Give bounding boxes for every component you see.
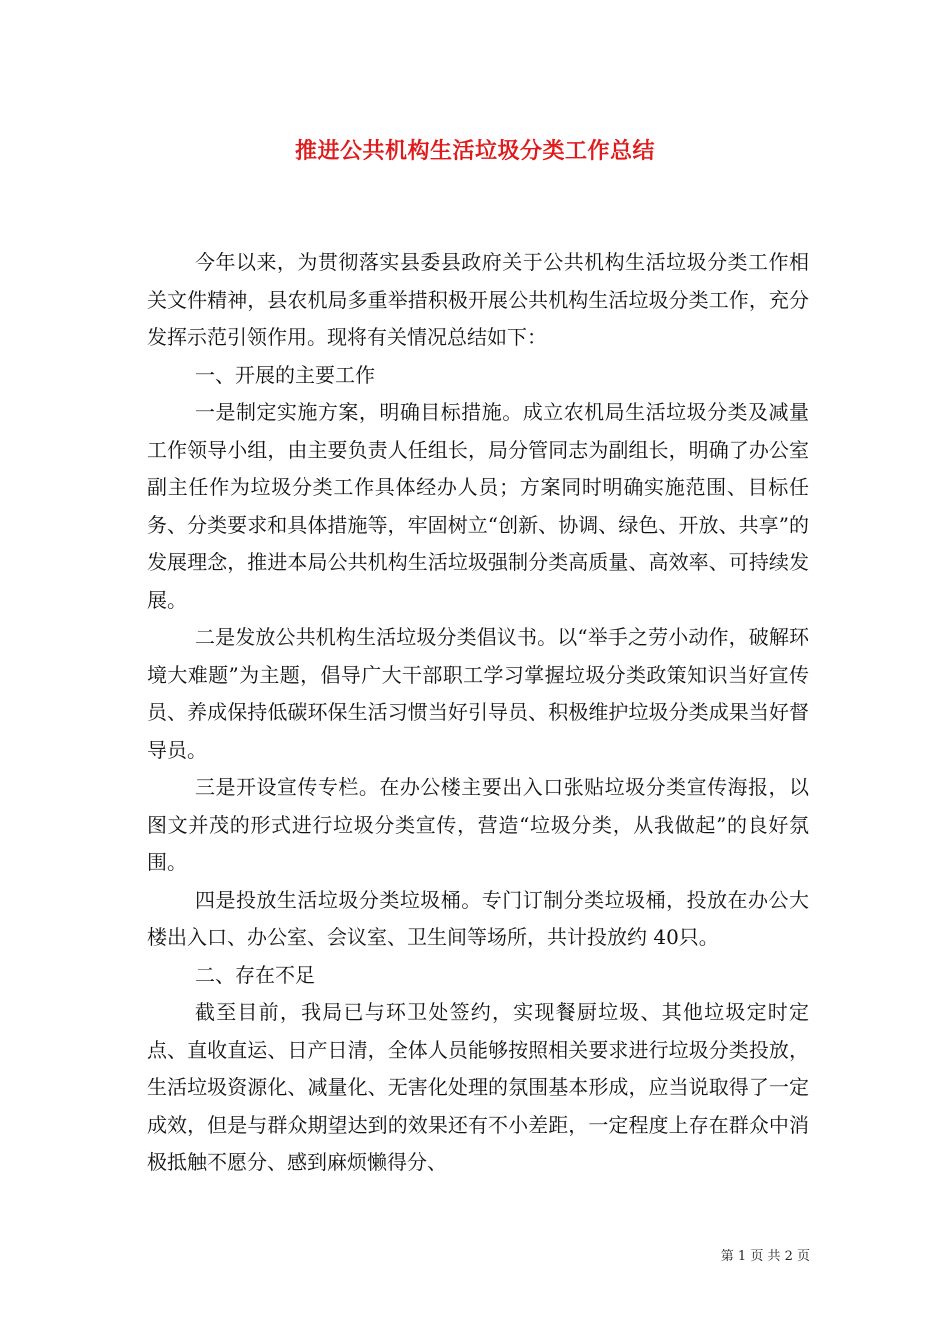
paragraph-item-4: 四是投放生活垃圾分类垃圾桶。专门订制分类垃圾桶，投放在办公大楼出入口、办公室、会议室、卫生间等场所，共计投放约 40只。: [147, 887, 809, 949]
paragraph-item-3: 三是开设宣传专栏。在办公楼主要出入口张贴垃圾分类宣传海报，以图文并茂的形式进行垃圾分类宣传，营造“垃圾分类，从我做起”的良好氛围。: [147, 775, 809, 874]
paragraph-shortcomings: 截至目前，我局已与环卫处签约，实现餐厨垃圾、其他垃圾定时定点、直收直运、日产日清，全体人员能够按照相关要求进行垃圾分类投放，生活垃圾资源化、减量化、无害化处理的氛围基本形成，应当说取得了一定成效，但是与群众期望达到的效果还有不小差距，一定程度上存在群众中消极抵触不愿分、感到麻烦懒得分、: [147, 1000, 809, 1174]
paragraph-item-2: 二是发放公共机构生活垃圾分类倡议书。以“举手之劳小动作，破解环境大难题”为主题，倡导广大干部职工学习掌握垃圾分类政策知识当好宣传员、养成保持低碳环保生活习惯当好引导员、积极维护垃圾分类成果当好督导员。: [147, 625, 809, 762]
section-heading-main-work: 一、开展的主要工作: [195, 362, 375, 387]
paragraph-item-1: 一是制定实施方案，明确目标措施。成立农机局生活垃圾分类及减量工作领导小组，由主要负责人任组长，局分管同志为副组长，明确了办公室副主任作为垃圾分类工作具体经办人员；方案同时明确实施范围、目标任务、分类要求和具体措施等，牢固树立“创新、协调、绿色、开放、共享”的发展理念，推进本局公共机构生活垃圾强制分类高质量、高效率、可持续发展。: [147, 400, 809, 612]
page-number-footer: 第 1 页 共 2 页: [720, 1249, 810, 1264]
paragraph-intro: 今年以来，为贯彻落实县委县政府关于公共机构生活垃圾分类工作相关文件精神，县农机局多重举措积极开展公共机构生活垃圾分类工作，充分发挥示范引领作用。现将有关情况总结如下：: [147, 250, 809, 349]
section-heading-shortcomings: 二、存在不足: [195, 962, 315, 987]
document-body: [147, 244, 809, 1182]
document-title: 推进公共机构生活垃圾分类工作总结: [294, 139, 655, 164]
